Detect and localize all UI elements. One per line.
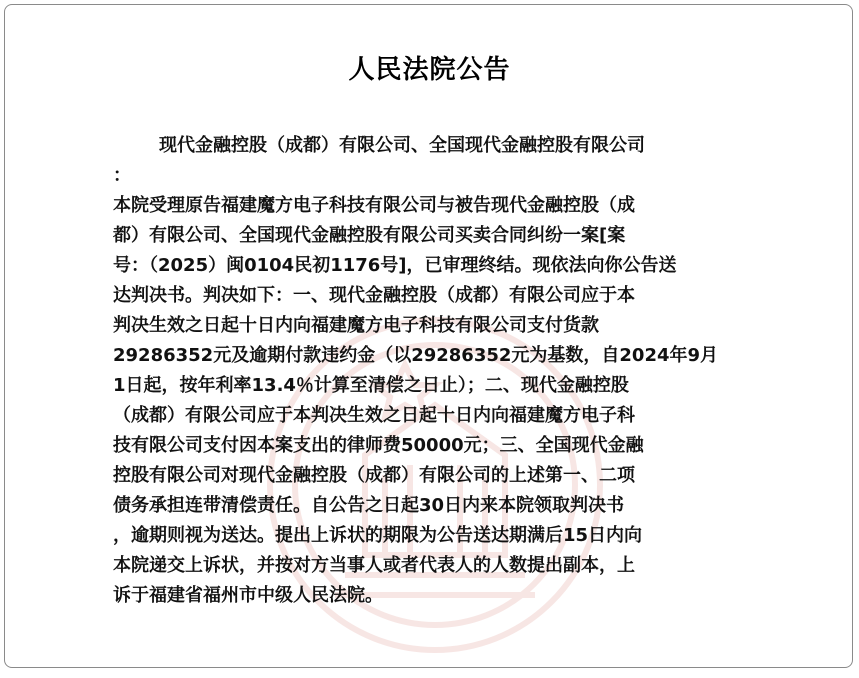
body-line: 本院受理原告福建魔方电子科技有限公司与被告现代金融控股（成 <box>113 195 635 216</box>
body-line: 本院递交上诉状，并按对方当事人或者代表人的人数提出副本，上 <box>113 555 635 576</box>
addressee-line: 现代金融控股（成都）有限公司、全国现代金融控股有限公司 <box>159 135 645 156</box>
body-line: 都）有限公司、全国现代金融控股有限公司买卖合同纠纷一案[案 <box>113 225 626 246</box>
body-line: 判决生效之日起十日内向福建魔方电子科技有限公司支付货款 <box>113 315 599 336</box>
addressee-colon: ： <box>113 165 131 186</box>
body-line: 诉于福建省福州市中级人民法院。 <box>113 585 383 606</box>
notice-content <box>113 131 753 611</box>
body-line: 1日起，按年利率13.4％计算至清偿之日止）；二、现代金融控股 <box>113 375 629 396</box>
notice-title: 人民法院公告 <box>348 55 511 85</box>
body-line: ，逾期则视为送达。提出上诉状的期限为公告送达期满后15日内向 <box>113 525 643 546</box>
body-line: 29286352元及逾期付款违约金（以29286352元为基数，自2024年9月 <box>113 345 719 366</box>
body-line: （成都）有限公司应于本判决生效之日起十日内向福建魔方电子科 <box>113 405 635 426</box>
body-line: 达判决书。判决如下：一、现代金融控股（成都）有限公司应于本 <box>113 285 635 306</box>
body-line: 号：（2025）闽0104民初1176号]，已审理终结。现依法向你公告送 <box>113 255 677 276</box>
notice-card <box>4 4 853 668</box>
body-line: 技有限公司支付因本案支出的律师费50000元；三、全国现代金融 <box>113 435 644 456</box>
body-line: 债务承担连带清偿责任。自公告之日起30日内来本院领取判决书 <box>113 495 625 516</box>
body-line: 控股有限公司对现代金融控股（成都）有限公司的上述第一、二项 <box>113 465 635 486</box>
